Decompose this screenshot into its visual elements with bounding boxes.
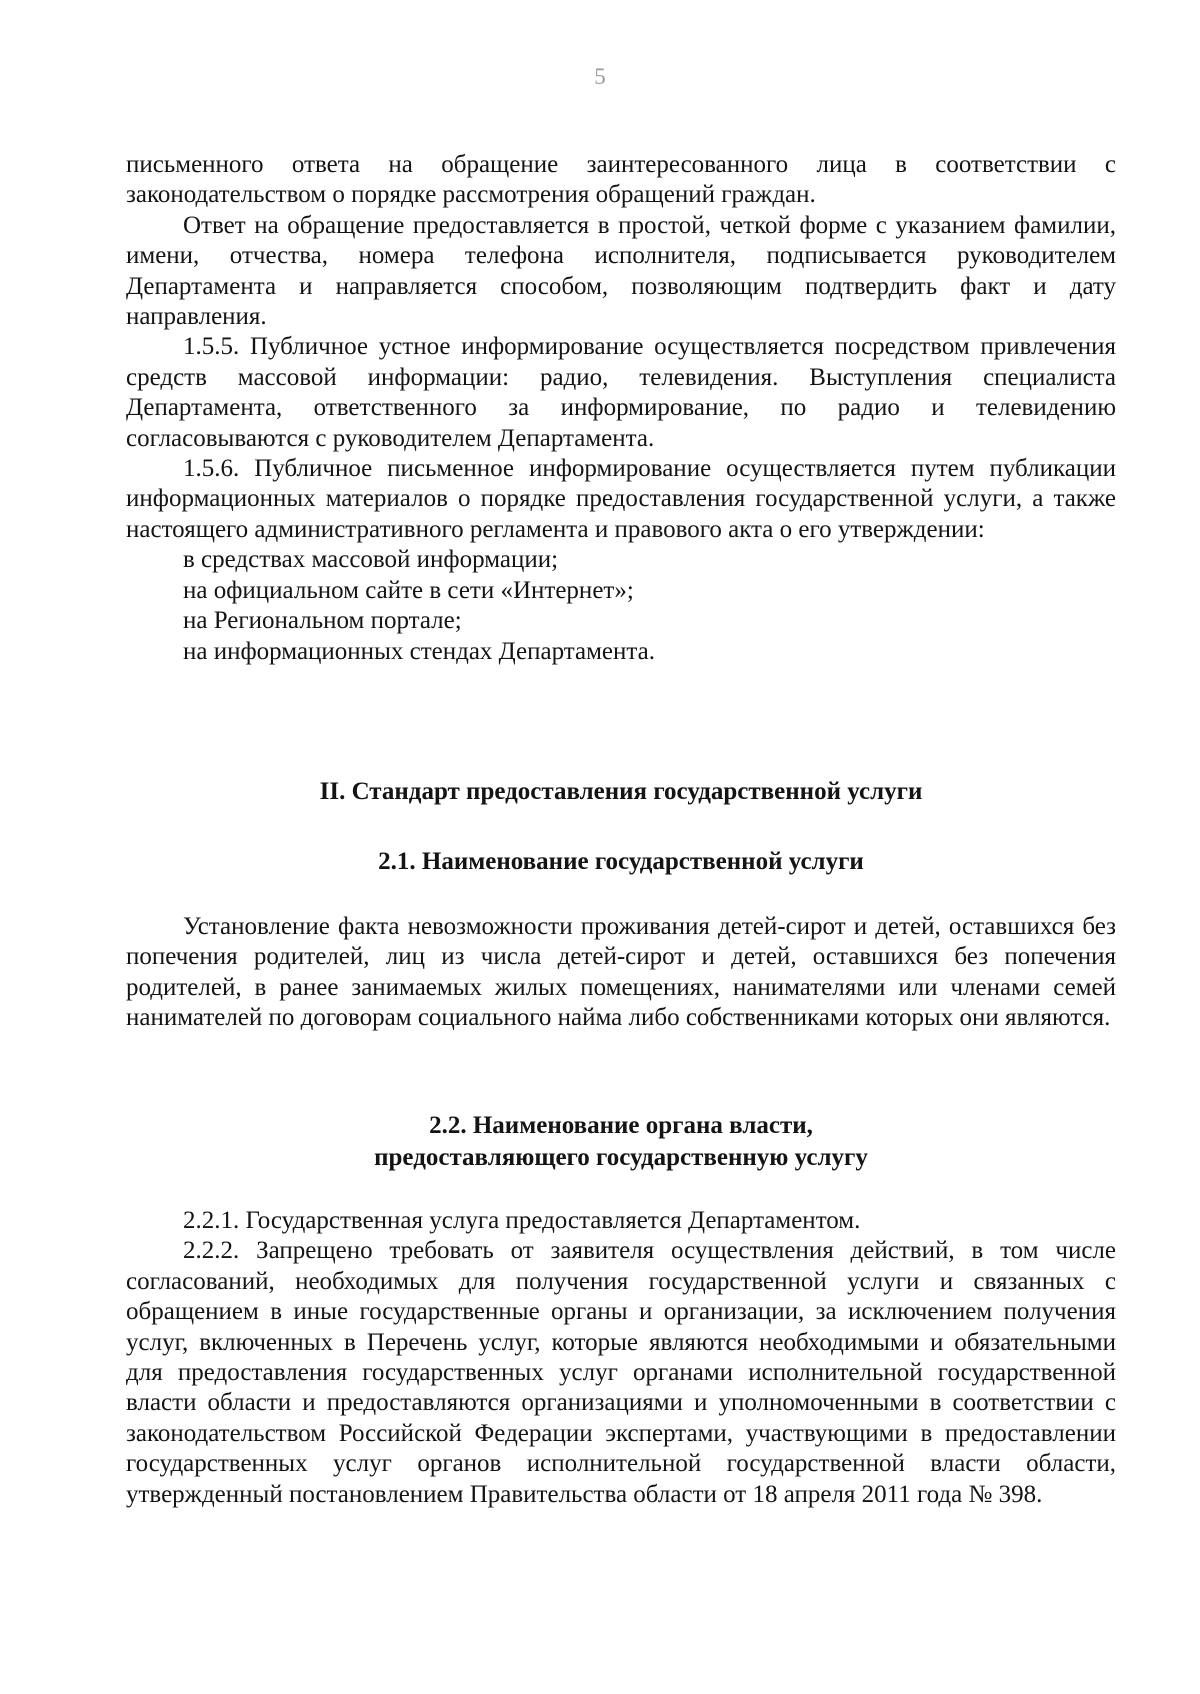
paragraph-1-5-5: 1.5.5. Публичное устное информирование осуществляется посредством привлечения средств массовой информации: радио, телевидения. Выступления специалиста Департамента, ответственного за информирование, по радио и телевидению согласовываются с руководителем Департамента. [126, 333, 1116, 452]
list-item: на официальном сайте в сети «Интернет»; [183, 576, 634, 604]
paragraph-2-2-2: 2.2.2. Запрещено требовать от заявителя осуществления действий, в том числе согласований, необходимых для получения государственной услуги и связанных с обращением в иные государственные органы и организации, за исключением получения услуг, включенных в Перечень услуг, которые являются необходимыми и обязательными для предоставления государственных услуг органами исполнительной государственной власти области и предоставляются организациями и уполномоченными в соответствии с законодательством Российской Федерации экспертами, участвующими в предоставлении государственных услуг органов исполнительной государственной власти области, утвержденный постановлением Правительства области от 18 апреля 2011 года № 398. [126, 1237, 1116, 1508]
paragraph: Ответ на обращение предоставляется в простой, четкой форме с указанием фамилии, имени, отчества, номера телефона исполнителя, подписывается руководителем Департамента и направляется способом, позволяющим подтвердить факт и дату направления. [126, 211, 1116, 331]
list-item: на Региональном портале; [183, 607, 462, 635]
section-heading-2: II. Стандарт предоставления государственной услуги [319, 778, 923, 805]
section-2-1-block [126, 912, 1116, 1034]
paragraph-1-5-6: 1.5.6. Публичное письменное информирование осуществляется путем публикации информационных материалов о порядке предоставления государственной услуги, а также настоящего административного регламента и правового акта о его утверждении: [126, 455, 1116, 543]
paragraph: письменного ответа на обращение заинтересованного лица в соответствии с законодательством о порядке рассмотрения обращений граждан. [126, 151, 1116, 209]
section-2-2-block [126, 1206, 1116, 1510]
page-number: 5 [594, 64, 606, 89]
section-heading-2-2-line2: предоставляющего государственную услугу [374, 1144, 868, 1171]
intro-block [126, 150, 1116, 667]
list-item: в средствах массовой информации; [183, 546, 559, 574]
list-item: на информационных стендах Департамента. [183, 637, 655, 665]
paragraph-2-2-1: 2.2.1. Государственная услуга предоставляется Департаментом. [183, 1207, 861, 1234]
paragraph: Установление факта невозможности проживания детей-сирот и детей, оставшихся без попечения родителей, лиц из числа детей-сирот и детей, оставшихся без попечения родителей, в ранее занимаемых жилых помещениях, нанимателями или членами семей нанимателей по договорам социального найма либо собственниками которых они являются. [126, 913, 1116, 1032]
section-heading-2-2-line1: 2.2. Наименование органа власти, [429, 1112, 813, 1139]
section-heading-2-1: 2.1. Наименование государственной услуги [378, 848, 864, 875]
